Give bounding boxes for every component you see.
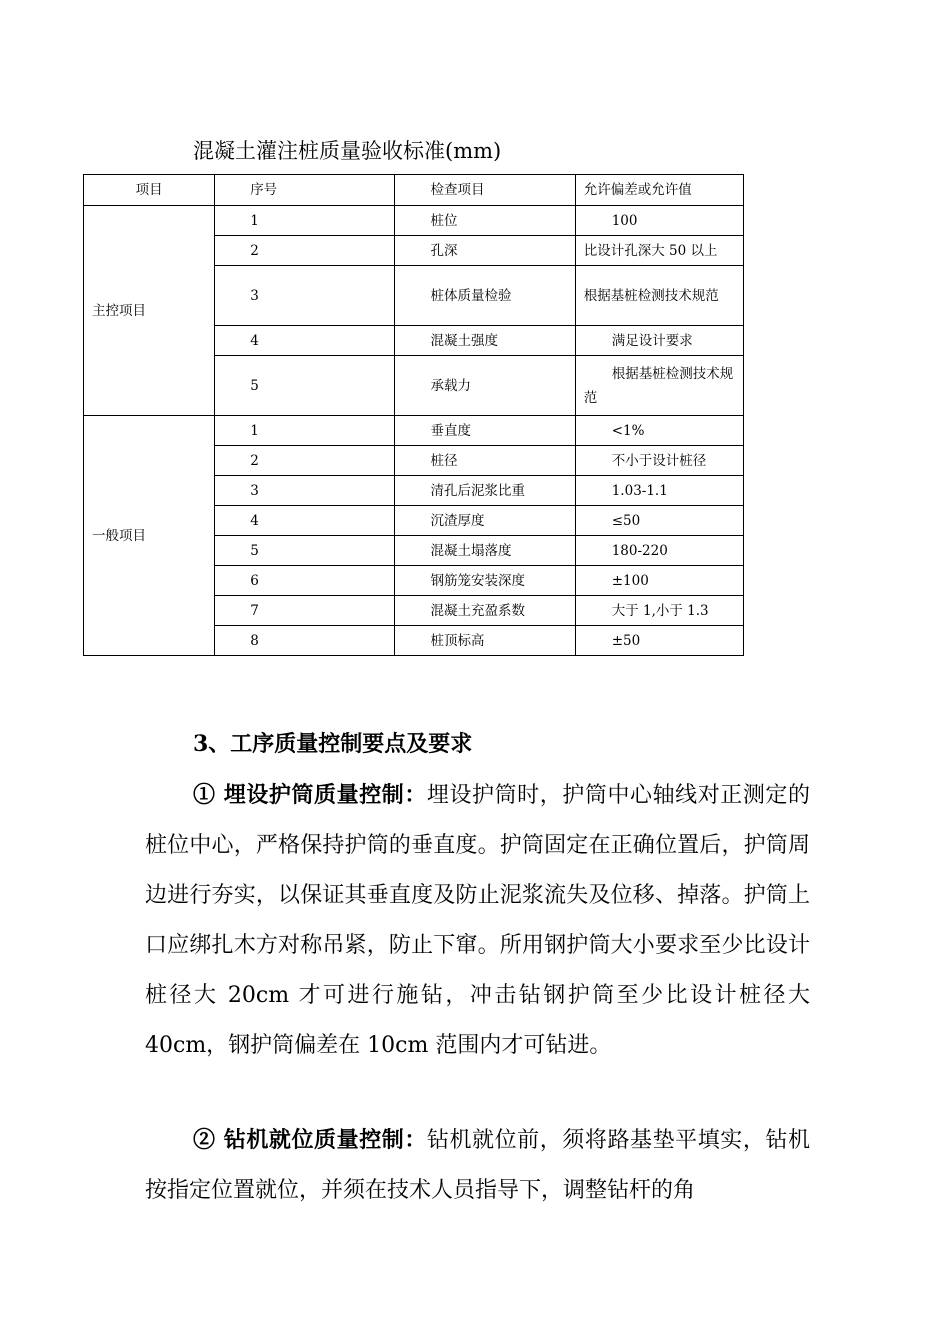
value-cell: 比设计孔深大 50 以上 <box>575 236 743 266</box>
item-cell: 混凝土充盈系数 <box>395 596 575 626</box>
item-cell: 桩径 <box>395 446 575 476</box>
value-cell: ±100 <box>575 566 743 596</box>
paragraph-text: 钻机就位前，须将路基垫平填实，钻机按指定位置就位，并须在技术人员指导下，调整钻杆的角 <box>145 1128 810 1203</box>
value-cell: 180-220 <box>575 536 743 566</box>
group-cell-main: 主控项目 <box>84 206 215 416</box>
item-cell: 桩位 <box>395 206 575 236</box>
value-cell: 大于 1,小于 1.3 <box>575 596 743 626</box>
item-cell: 孔深 <box>395 236 575 266</box>
paragraph-label: ① 埋设护筒质量控制： <box>193 782 427 808</box>
value-cell: <1% <box>575 416 743 446</box>
table-header-row <box>84 175 744 206</box>
value-cell: ±50 <box>575 626 743 656</box>
paragraph-text: 埋设护筒时，护筒中心轴线对正测定的桩位中心，严格保持护筒的垂直度。护筒固定在正确位置后，护筒周边进行夯实，以保证其垂直度及防止泥浆流失及位移、掉落。护筒上口应绑扎木方对称吊紧，防止下窜。所用钢护筒大小要求至少比设计桩径大 20cm 才可进行施钻，冲击钻钢护筒至少比设计桩径大 40cm，钢护筒偏差在 10cm 范围内才可钻进。 <box>145 783 810 1058</box>
value-cell: ≤50 <box>575 506 743 536</box>
seq-cell: 3 <box>215 476 395 506</box>
seq-cell: 8 <box>215 626 395 656</box>
item-cell: 桩体质量检验 <box>395 266 575 326</box>
table-row <box>84 206 744 236</box>
value-cell: 1.03-1.1 <box>575 476 743 506</box>
item-cell: 混凝土强度 <box>395 326 575 356</box>
acceptance-standard-table <box>83 174 744 656</box>
paragraph-label: ② 钻机就位质量控制： <box>193 1127 427 1153</box>
item-cell: 清孔后泥浆比重 <box>395 476 575 506</box>
header-cell-category: 项目 <box>84 175 215 206</box>
section-heading: 3、工序质量控制要点及要求 <box>193 731 473 757</box>
seq-cell: 4 <box>215 506 395 536</box>
item-cell: 混凝土塌落度 <box>395 536 575 566</box>
seq-cell: 6 <box>215 566 395 596</box>
seq-cell: 3 <box>215 266 395 326</box>
header-cell-seq: 序号 <box>215 175 395 206</box>
header-cell-tolerance: 允许偏差或允许值 <box>575 175 743 206</box>
value-cell: 不小于设计桩径 <box>575 446 743 476</box>
seq-cell: 5 <box>215 536 395 566</box>
item-cell: 沉渣厚度 <box>395 506 575 536</box>
seq-cell: 7 <box>215 596 395 626</box>
table-row <box>84 416 744 446</box>
header-cell-item: 检查项目 <box>395 175 575 206</box>
paragraph-casing-control <box>145 770 810 1071</box>
value-cell: 满足设计要求 <box>575 326 743 356</box>
seq-cell: 2 <box>215 236 395 266</box>
seq-cell: 4 <box>215 326 395 356</box>
item-cell: 承载力 <box>395 356 575 416</box>
paragraph-drill-positioning <box>145 1115 810 1216</box>
seq-cell: 2 <box>215 446 395 476</box>
item-cell: 垂直度 <box>395 416 575 446</box>
value-cell: 根据基桩检测技术规范 <box>575 356 743 416</box>
table-title: 混凝土灌注桩质量验收标准(mm) <box>193 139 502 163</box>
seq-cell: 1 <box>215 416 395 446</box>
value-cell: 根据基桩检测技术规范 <box>575 266 743 326</box>
item-cell: 桩顶标高 <box>395 626 575 656</box>
value-cell: 100 <box>575 206 743 236</box>
seq-cell: 1 <box>215 206 395 236</box>
group-cell-general: 一般项目 <box>84 416 215 656</box>
item-cell: 钢筋笼安装深度 <box>395 566 575 596</box>
seq-cell: 5 <box>215 356 395 416</box>
